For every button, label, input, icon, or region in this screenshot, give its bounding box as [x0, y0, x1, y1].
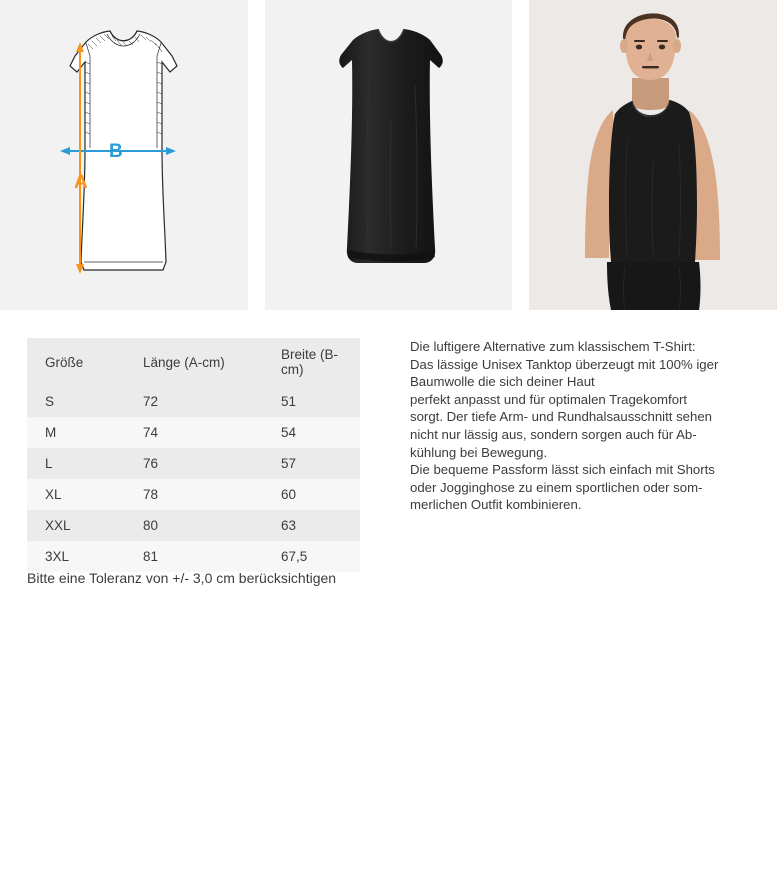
column-header-size: Größe [27, 338, 125, 386]
model-photo-panel [529, 0, 777, 310]
cell-length: 74 [125, 417, 263, 448]
cell-width: 63 [263, 510, 360, 541]
table-row [27, 386, 360, 417]
cell-size: XXL [27, 510, 125, 541]
description-line: Die luftigere Alternative zum klassischem T-Shirt: [410, 339, 696, 354]
column-header-width: Breite (B-cm) [263, 338, 360, 386]
description-line: oder Jogginghose zu einem sportlichen oder som- [410, 479, 703, 495]
cell-length: 78 [125, 479, 263, 510]
cell-width: 57 [263, 448, 360, 479]
description-line: merlichen Outfit kombinieren. [410, 497, 582, 513]
description-line: Das lässige Unisex Tanktop überzeugt mit 100% iger [410, 356, 719, 372]
cell-length: 80 [125, 510, 263, 541]
details-section [0, 310, 777, 572]
cell-size: L [27, 448, 125, 479]
description-line: perfekt anpasst und für optimalen Tragekomfort [410, 391, 688, 407]
table-row [27, 541, 360, 572]
table-row [27, 417, 360, 448]
description-line: Die bequeme Passform lässt sich einfach mit Shorts [410, 462, 715, 478]
table-row [27, 479, 360, 510]
description-line: Baumwolle die sich deiner Haut [410, 374, 595, 390]
cell-size: XL [27, 479, 125, 510]
product-image-strip [0, 0, 777, 310]
product-description [360, 338, 740, 514]
cell-width: 67,5 [263, 541, 360, 572]
technical-drawing-panel [0, 0, 248, 310]
size-table [27, 338, 360, 572]
black-tank-top-svg [265, 0, 512, 310]
cell-length: 81 [125, 541, 263, 572]
technical-drawing-svg [0, 0, 247, 310]
model-wearing-tank-top-svg [529, 0, 776, 310]
cell-size: 3XL [27, 541, 125, 572]
table-row [27, 448, 360, 479]
cell-width: 51 [263, 386, 360, 417]
product-photo-panel [265, 0, 513, 310]
cell-size: M [27, 417, 125, 448]
description-line: sorgt. Der tiefe Arm- und Rundhalsausschnitt sehen [410, 409, 713, 425]
description-line: kühlung bei Bewegung. [410, 444, 548, 460]
cell-length: 76 [125, 448, 263, 479]
size-table-container [0, 338, 360, 572]
description-line: nicht nur lässig aus, sondern sorgen auch für Ab- [410, 426, 697, 442]
cell-length: 72 [125, 386, 263, 417]
table-header-row [27, 338, 360, 386]
cell-width: 60 [263, 479, 360, 510]
cell-size: S [27, 386, 125, 417]
column-header-length: Länge (A-cm) [125, 338, 263, 386]
measure-a-label: A [74, 172, 88, 193]
measure-b-label: B [109, 141, 123, 162]
cell-width: 54 [263, 417, 360, 448]
tolerance-note: Bitte eine Toleranz von +/- 3,0 cm berücksichtigen [27, 570, 337, 586]
table-row [27, 510, 360, 541]
